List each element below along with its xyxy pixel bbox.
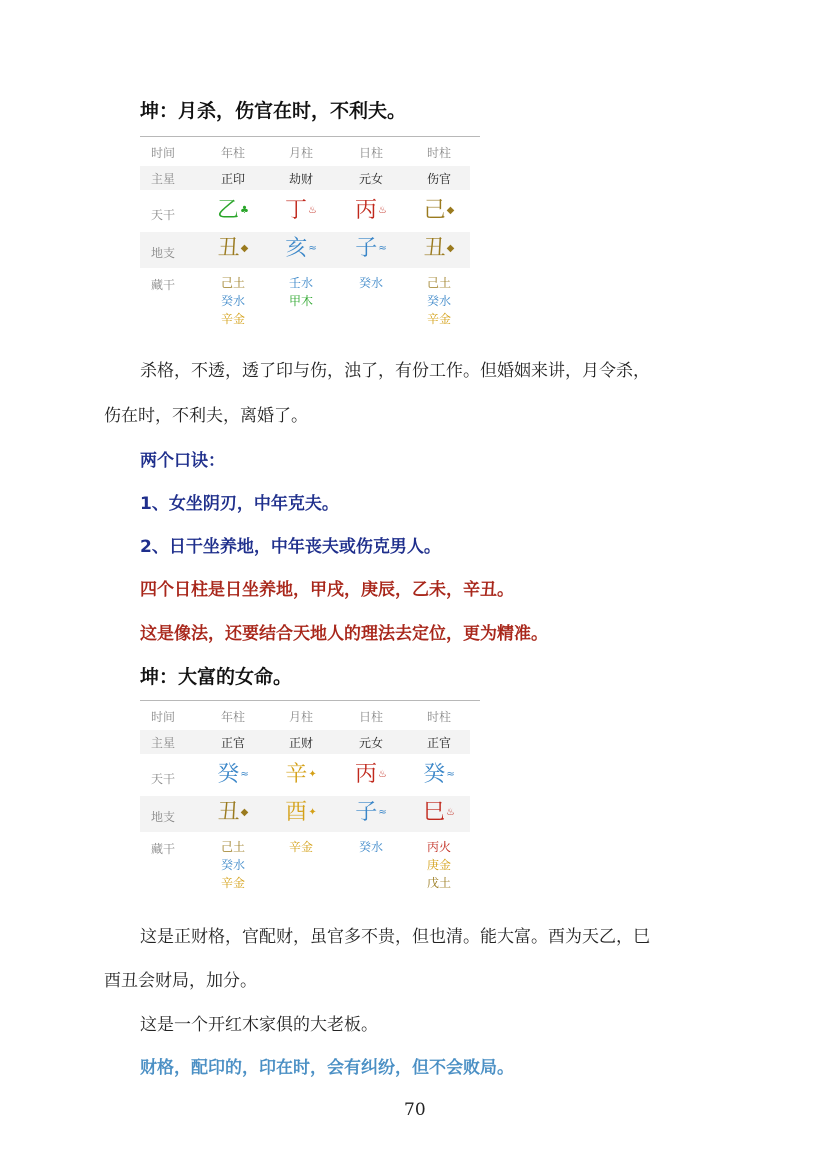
hidden-stem: 己土	[220, 276, 245, 290]
main-star: 正印	[220, 172, 245, 186]
chart-top-rule	[140, 700, 480, 701]
main-star: 劫财	[288, 172, 313, 186]
heavenly-stem	[340, 198, 402, 224]
hidden-stem: 癸水	[358, 276, 383, 290]
hidden-stem: 庚金	[426, 858, 451, 872]
hidden-stem: 己土	[426, 276, 451, 290]
red-note-1: 四个日柱是日坐养地，甲戌，庚辰，乙未，辛丑。	[140, 580, 514, 600]
earthly-branch	[270, 800, 332, 826]
hidden-stem: 丙火	[426, 840, 451, 854]
earthly-branch	[340, 236, 402, 262]
earthly-branch-char: 酉	[285, 800, 308, 825]
earthly-branch-char: 丑	[423, 236, 446, 261]
hidden-stem: 甲木	[288, 294, 313, 308]
red-note-2: 这是像法，还要结合天地人的理法去定位，更为精准。	[140, 624, 548, 644]
pillar-header: 年柱	[220, 146, 245, 160]
heavenly-stem	[202, 198, 264, 224]
heavenly-stem	[408, 198, 470, 224]
water-icon: ≈	[446, 769, 455, 780]
pillar-header: 年柱	[220, 710, 245, 724]
hidden-stem: 壬水	[288, 276, 313, 290]
pillar-header: 月柱	[288, 146, 313, 160]
heavenly-stem	[340, 762, 402, 788]
hidden-stem: 癸水	[220, 858, 245, 872]
section2-para2: 这是一个开红木家俱的大老板。	[140, 1015, 378, 1035]
pillar-header: 时柱	[426, 710, 451, 724]
section2-para-line1: 这是正财格，官配财，虽官多不贵，但也清。能大富。酉为天乙，巳	[140, 927, 650, 947]
earthly-branch	[202, 236, 264, 262]
hidden-stem: 辛金	[220, 312, 245, 326]
pillar-header: 日柱	[358, 146, 383, 160]
chart-top-rule	[140, 136, 480, 137]
earthly-branch-char: 丑	[217, 236, 240, 261]
hidden-stem: 辛金	[220, 876, 245, 890]
earthly-branch-char: 子	[355, 236, 378, 261]
metal-icon: ✦	[308, 769, 317, 780]
earthly-branch-char: 巳	[423, 800, 446, 825]
metal-icon: ✦	[308, 807, 317, 818]
heavenly-stem	[202, 762, 264, 788]
earth-icon: ◆	[240, 807, 249, 818]
sprout-icon: ♣	[240, 205, 249, 216]
heavenly-stem-char: 丁	[285, 198, 308, 223]
heavenly-stem-char: 癸	[423, 762, 446, 787]
row-label: 天干	[150, 772, 175, 786]
section2-title: 坤：大富的女命。	[140, 666, 293, 688]
main-star: 伤官	[426, 172, 451, 186]
heavenly-stem-char: 丙	[355, 198, 378, 223]
flame-icon: ♨	[378, 769, 387, 780]
water-icon: ≈	[378, 243, 387, 254]
section1-para-line1: 杀格，不透，透了印与伤，浊了，有份工作。但婚姻来讲，月令杀，	[140, 361, 650, 381]
row-label: 地支	[150, 810, 175, 824]
hidden-stem: 戊土	[426, 876, 451, 890]
heavenly-stem	[270, 762, 332, 788]
flame-icon: ♨	[308, 205, 317, 216]
heavenly-stem-char: 己	[423, 198, 446, 223]
heavenly-stem	[270, 198, 332, 224]
pillar-header: 日柱	[358, 710, 383, 724]
rhyme-2: 2、日干坐养地，中年丧夫或伤克男人。	[140, 537, 441, 557]
row-label: 天干	[150, 208, 175, 222]
hidden-stem: 己土	[220, 840, 245, 854]
flame-icon: ♨	[378, 205, 387, 216]
rhyme-title: 两个口诀：	[140, 451, 225, 471]
rhyme-1: 1、女坐阴刃，中年克夫。	[140, 494, 339, 514]
heavenly-stem-char: 癸	[217, 762, 240, 787]
main-star: 元女	[358, 736, 383, 750]
hidden-stem: 癸水	[426, 294, 451, 308]
row-label: 地支	[150, 246, 175, 260]
main-star: 正财	[288, 736, 313, 750]
flame-icon: ♨	[446, 807, 455, 818]
earthly-branch	[202, 800, 264, 826]
hidden-stem: 癸水	[358, 840, 383, 854]
earthly-branch	[408, 800, 470, 826]
main-star: 正官	[220, 736, 245, 750]
pillar-header: 月柱	[288, 710, 313, 724]
header-label-time: 时间	[150, 710, 175, 724]
bazi-chart-1	[140, 136, 480, 336]
blue-note: 财格，配印的，印在时，会有纠纷，但不会败局。	[140, 1058, 514, 1078]
water-icon: ≈	[240, 769, 249, 780]
earthly-branch	[340, 800, 402, 826]
earth-icon: ◆	[240, 243, 249, 254]
page-number: 70	[404, 1100, 426, 1120]
bazi-chart-2	[140, 700, 480, 900]
earthly-branch-char: 亥	[285, 236, 308, 261]
water-icon: ≈	[378, 807, 387, 818]
earthly-branch-char: 子	[355, 800, 378, 825]
water-icon: ≈	[308, 243, 317, 254]
heavenly-stem-char: 乙	[217, 198, 240, 223]
earthly-branch	[408, 236, 470, 262]
pillar-header: 时柱	[426, 146, 451, 160]
earthly-branch-char: 丑	[217, 800, 240, 825]
section2-para-line2: 酉丑会财局，加分。	[104, 971, 257, 991]
row-label: 藏干	[150, 842, 175, 856]
heavenly-stem	[408, 762, 470, 788]
section1-para-line2: 伤在时，不利夫，离婚了。	[104, 406, 308, 426]
header-label-time: 时间	[150, 146, 175, 160]
main-star: 正官	[426, 736, 451, 750]
heavenly-stem-char: 丙	[355, 762, 378, 787]
hidden-stem: 辛金	[426, 312, 451, 326]
hidden-stem: 癸水	[220, 294, 245, 308]
earth-icon: ◆	[446, 243, 455, 254]
main-star: 元女	[358, 172, 383, 186]
earthly-branch	[270, 236, 332, 262]
section1-title: 坤：月杀，伤官在时，不利夫。	[140, 100, 407, 122]
heavenly-stem-char: 辛	[285, 762, 308, 787]
row-label: 主星	[150, 736, 175, 750]
earth-icon: ◆	[446, 205, 455, 216]
row-label: 主星	[150, 172, 175, 186]
row-label: 藏干	[150, 278, 175, 292]
hidden-stem: 辛金	[288, 840, 313, 854]
